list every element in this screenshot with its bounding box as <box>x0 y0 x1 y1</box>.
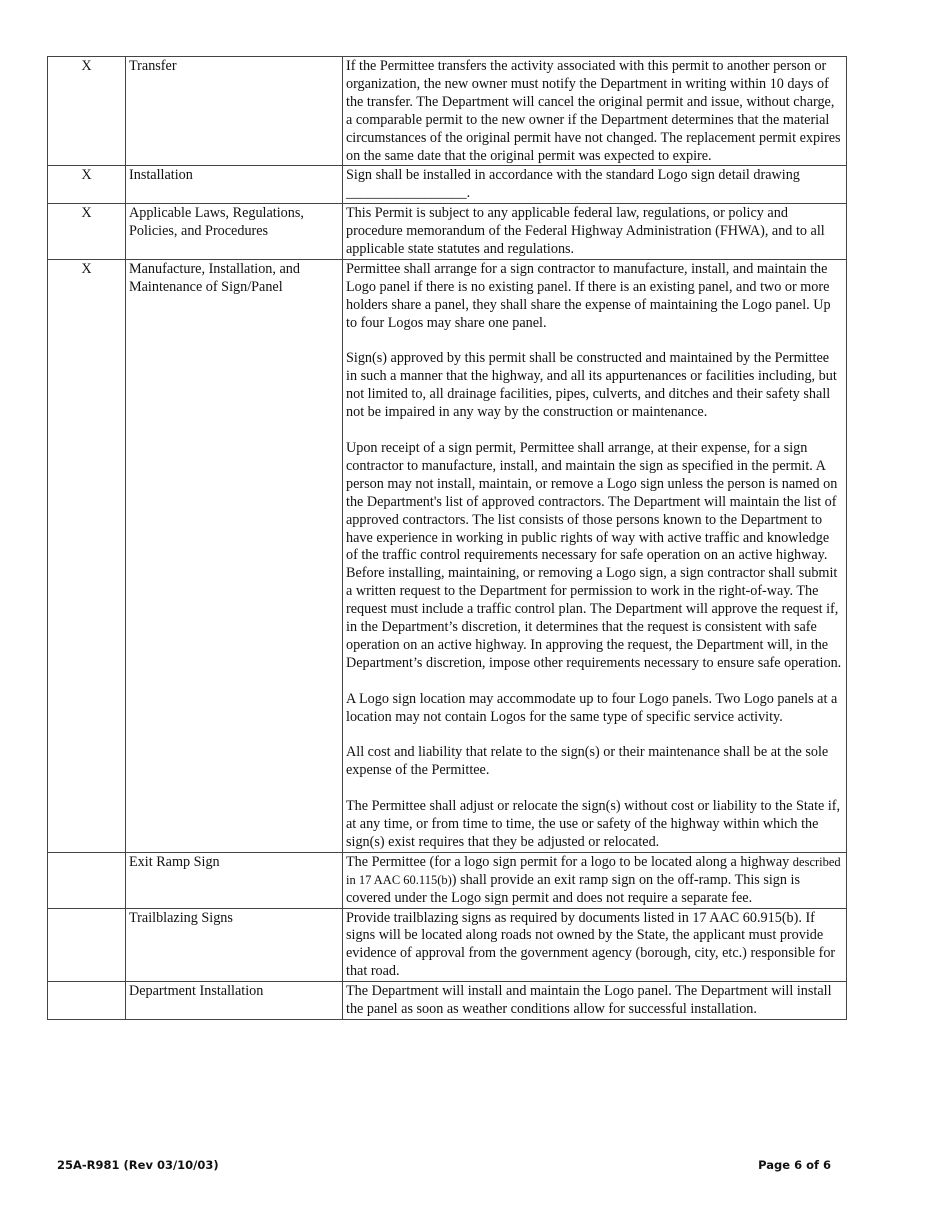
row-mark: X <box>48 57 126 166</box>
description-text: The Permittee (for a logo sign permit for a logo to be located along a highway <box>346 853 793 870</box>
table-row <box>48 166 847 204</box>
table-row <box>48 259 847 852</box>
row-description <box>343 57 847 166</box>
table-row <box>48 204 847 260</box>
row-description <box>343 982 847 1020</box>
row-mark: X <box>48 204 126 260</box>
description-paragraph: This Permit is subject to any applicable federal law, regulations, or policy and procedure memorandum of the Federal Highway Administration (FHWA), and to all applicable state statutes and regulations. <box>346 205 825 258</box>
row-description <box>343 259 847 852</box>
row-description <box>343 852 847 908</box>
regulation-citation: described in 17 AAC 60.115(b) <box>346 854 841 887</box>
description-paragraph: The Permittee shall adjust or relocate the sign(s) without cost or liability to the State if, at any time, or from time to time, the use or safety of the highway within which the sign(s) exist requires that they be adjusted or relocated. <box>346 798 841 850</box>
row-subject: Exit Ramp Sign <box>126 852 343 908</box>
description-paragraph: If the Permittee transfers the activity associated with this permit to another person or organization, the new owner must notify the Department in writing within 10 days of the transfer. The Department will cancel the original permit and issue, without charge, a comparable permit to the new owner if the Department determines that the material circumstances of the original permit have not changed. The replacement permit expires on the same date that the original permit was expected to expire. <box>346 58 841 164</box>
row-mark: X <box>48 166 126 204</box>
permit-conditions-table <box>47 56 847 1020</box>
table-row <box>48 852 847 908</box>
row-subject: Applicable Laws, Regulations, Policies, and Procedures <box>126 204 343 260</box>
description-paragraph: Upon receipt of a sign permit, Permittee shall arrange, at their expense, for a sign contractor to manufacture, install, and maintain the sign as specified in the permit. A person may not install, maintain, or remove a Logo sign unless the person is named on the Department's list of approved contractors. The Department will maintain the list of approved contractors. The list consists of those persons known to the Department to have experience in working in public rights of way with active traffic and knowledge of the traffic control requirements necessary for safe operation on an active highway. Before installing, maintaining, or removing a Logo sign, a sign contractor shall submit a written request to the Department for permission to work in the right-of-way. The request must include a traffic control plan. The Department will approve the request if, in the Department’s discretion, it determines that the request is consistent with safe operation on an active highway. In approving the request, the Department will, in the Department’s discretion, impose other requirements necessary to ensure safe operation. <box>346 440 842 671</box>
row-subject: Installation <box>126 166 343 204</box>
description-paragraph: The Department will install and maintain the Logo panel. The Department will install the panel as soon as weather conditions allow for successful installation. <box>346 983 832 1018</box>
row-mark <box>48 852 126 908</box>
form-number: 25A-R981 (Rev 03/10/03) <box>57 1158 219 1172</box>
row-description <box>343 166 847 204</box>
page-number: Page 6 of 6 <box>758 1158 831 1172</box>
description-paragraph <box>346 854 843 908</box>
row-subject: Manufacture, Installation, and Maintenance of Sign/Panel <box>126 259 343 852</box>
row-subject: Transfer <box>126 57 343 166</box>
row-description <box>343 908 847 982</box>
description-text: ) shall provide an exit ramp sign on the off-ramp. This sign is covered under the Logo sign permit and does not require a separate fee. <box>346 871 800 906</box>
description-paragraph: A Logo sign location may accommodate up to four Logo panels. Two Logo panels at a location may not contain Logos for the same type of specific service activity. <box>346 690 838 725</box>
table-row <box>48 982 847 1020</box>
table-row <box>48 908 847 982</box>
description-paragraph: Sign shall be installed in accordance with the standard Logo sign detail drawing _________________. <box>346 167 800 202</box>
row-description <box>343 204 847 260</box>
row-mark: X <box>48 259 126 852</box>
row-subject: Department Installation <box>126 982 343 1020</box>
row-subject: Trailblazing Signs <box>126 908 343 982</box>
row-mark <box>48 908 126 982</box>
description-paragraph: Permittee shall arrange for a sign contractor to manufacture, install, and maintain the Logo panel if there is no existing panel. If there is an existing panel, and two or more holders share a panel, they shall share the expense of maintaining the Logo panel. Up to four Logos may share one panel. <box>346 260 831 331</box>
description-paragraph: Provide trailblazing signs as required by documents listed in 17 AAC 60.915(b). If signs will be located along roads not owned by the State, the applicant must provide evidence of approval from the government agency (borough, city, etc.) responsible for that road. <box>346 909 836 980</box>
table-row <box>48 57 847 166</box>
description-paragraph: Sign(s) approved by this permit shall be constructed and maintained by the Permittee in such a manner that the highway, and all its appurtenances or facilities including, but not limited to, all drainage facilities, pipes, culverts, and ditches and their safety shall not be impaired in any way by the construction or maintenance. <box>346 350 837 421</box>
description-paragraph: All cost and liability that relate to the sign(s) or their maintenance shall be at the sole expense of the Permittee. <box>346 744 829 779</box>
row-mark <box>48 982 126 1020</box>
